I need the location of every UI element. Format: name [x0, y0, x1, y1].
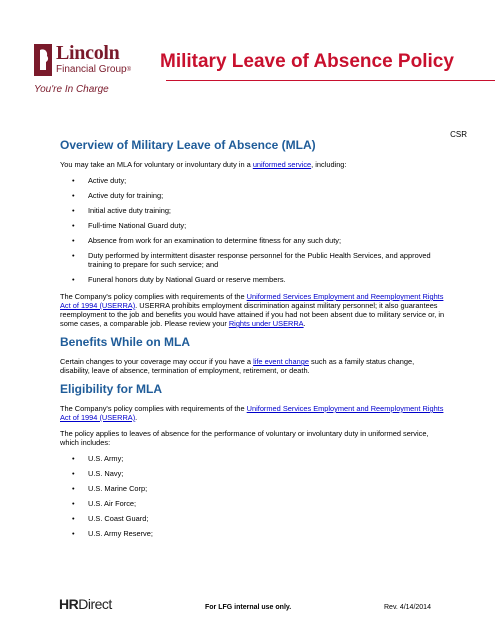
logo-subtitle: Financial Group®: [56, 64, 132, 75]
list-item: • Active duty for training;: [88, 191, 445, 200]
list-item: • Active duty;: [88, 176, 445, 185]
benefits-heading: Benefits While on MLA: [60, 335, 190, 349]
lincoln-logo: [34, 42, 174, 102]
userra-link[interactable]: Uniformed Services Employment and Reemployment Rights Act of 1994 (USERRA): [60, 292, 444, 310]
service-branch-list: [60, 454, 445, 538]
overview-intro: You may take an MLA for voluntary or involuntary duty in a uniformed service, including:: [60, 160, 347, 169]
uniformed-service-link[interactable]: uniformed service: [252, 160, 312, 169]
benefits-paragraph: Certain changes to your coverage may occur if you have a life event change such as a family status change, disability, leave of absence, termination of employment, retirement, or death.: [60, 357, 415, 375]
eligibility-scope-paragraph: The policy applies to leaves of absence for the performance of voluntary or involuntary duty in uniformed service, which includes:: [60, 429, 429, 447]
list-item: • Duty performed by intermittent disaster response personnel for the Public Health Services, and approved training to prepare for such service; and: [88, 251, 445, 269]
rights-under-userra-link[interactable]: Rights under USERRA: [228, 319, 304, 328]
logo-name: Lincoln: [56, 42, 120, 64]
eligibility-userra-paragraph: The Company's policy complies with requirements of the Uniformed Services Employment and Reemployment Rights Act of 1994 (USERRA).: [60, 404, 444, 422]
csr-label: CSR: [450, 130, 467, 139]
footer-revision: Rev. 4/14/2014: [384, 604, 431, 611]
hrdirect-logo: HRDirect: [59, 596, 112, 612]
logo-tagline: You're In Charge: [34, 84, 109, 95]
list-item: • U.S. Army;: [88, 454, 445, 463]
eligibility-userra-link[interactable]: Uniformed Services Employment and Reemployment Rights Act of 1994 (USERRA): [60, 404, 444, 422]
lincoln-silhouette-icon: [34, 44, 52, 76]
list-item: • U.S. Navy;: [88, 469, 445, 478]
title-divider: [166, 80, 495, 81]
main-content: [60, 138, 445, 546]
list-item: • U.S. Air Force;: [88, 499, 445, 508]
duty-list: [60, 176, 445, 284]
page-title: Military Leave of Absence Policy: [160, 51, 454, 72]
list-item: • Initial active duty training;: [88, 206, 445, 215]
userra-paragraph: The Company's policy complies with requirements of the Uniformed Services Employment and Reemployment Rights Act of 1994 (USERRA). USERRA prohibits employment discrimination against military personnel; it also guarantees reemployment to the job and benefits you would have attained if you had not been absent due to military service or, in some cases, a comparable job. Please review your Rights under USERRA.: [60, 292, 445, 328]
list-item: • U.S. Army Reserve;: [88, 529, 445, 538]
eligibility-heading: Eligibility for MLA: [60, 382, 162, 396]
list-item: • U.S. Marine Corp;: [88, 484, 445, 493]
overview-heading: Overview of Military Leave of Absence (MLA): [60, 138, 316, 152]
list-item: • Funeral honors duty by National Guard or reserve members.: [88, 275, 445, 284]
footer-internal-note: For LFG internal use only.: [205, 604, 292, 611]
life-event-change-link[interactable]: life event change: [253, 357, 309, 366]
list-item: • Full-time National Guard duty;: [88, 221, 445, 230]
list-item: • Absence from work for an examination to determine fitness for any such duty;: [88, 236, 445, 245]
list-item: • U.S. Coast Guard;: [88, 514, 445, 523]
